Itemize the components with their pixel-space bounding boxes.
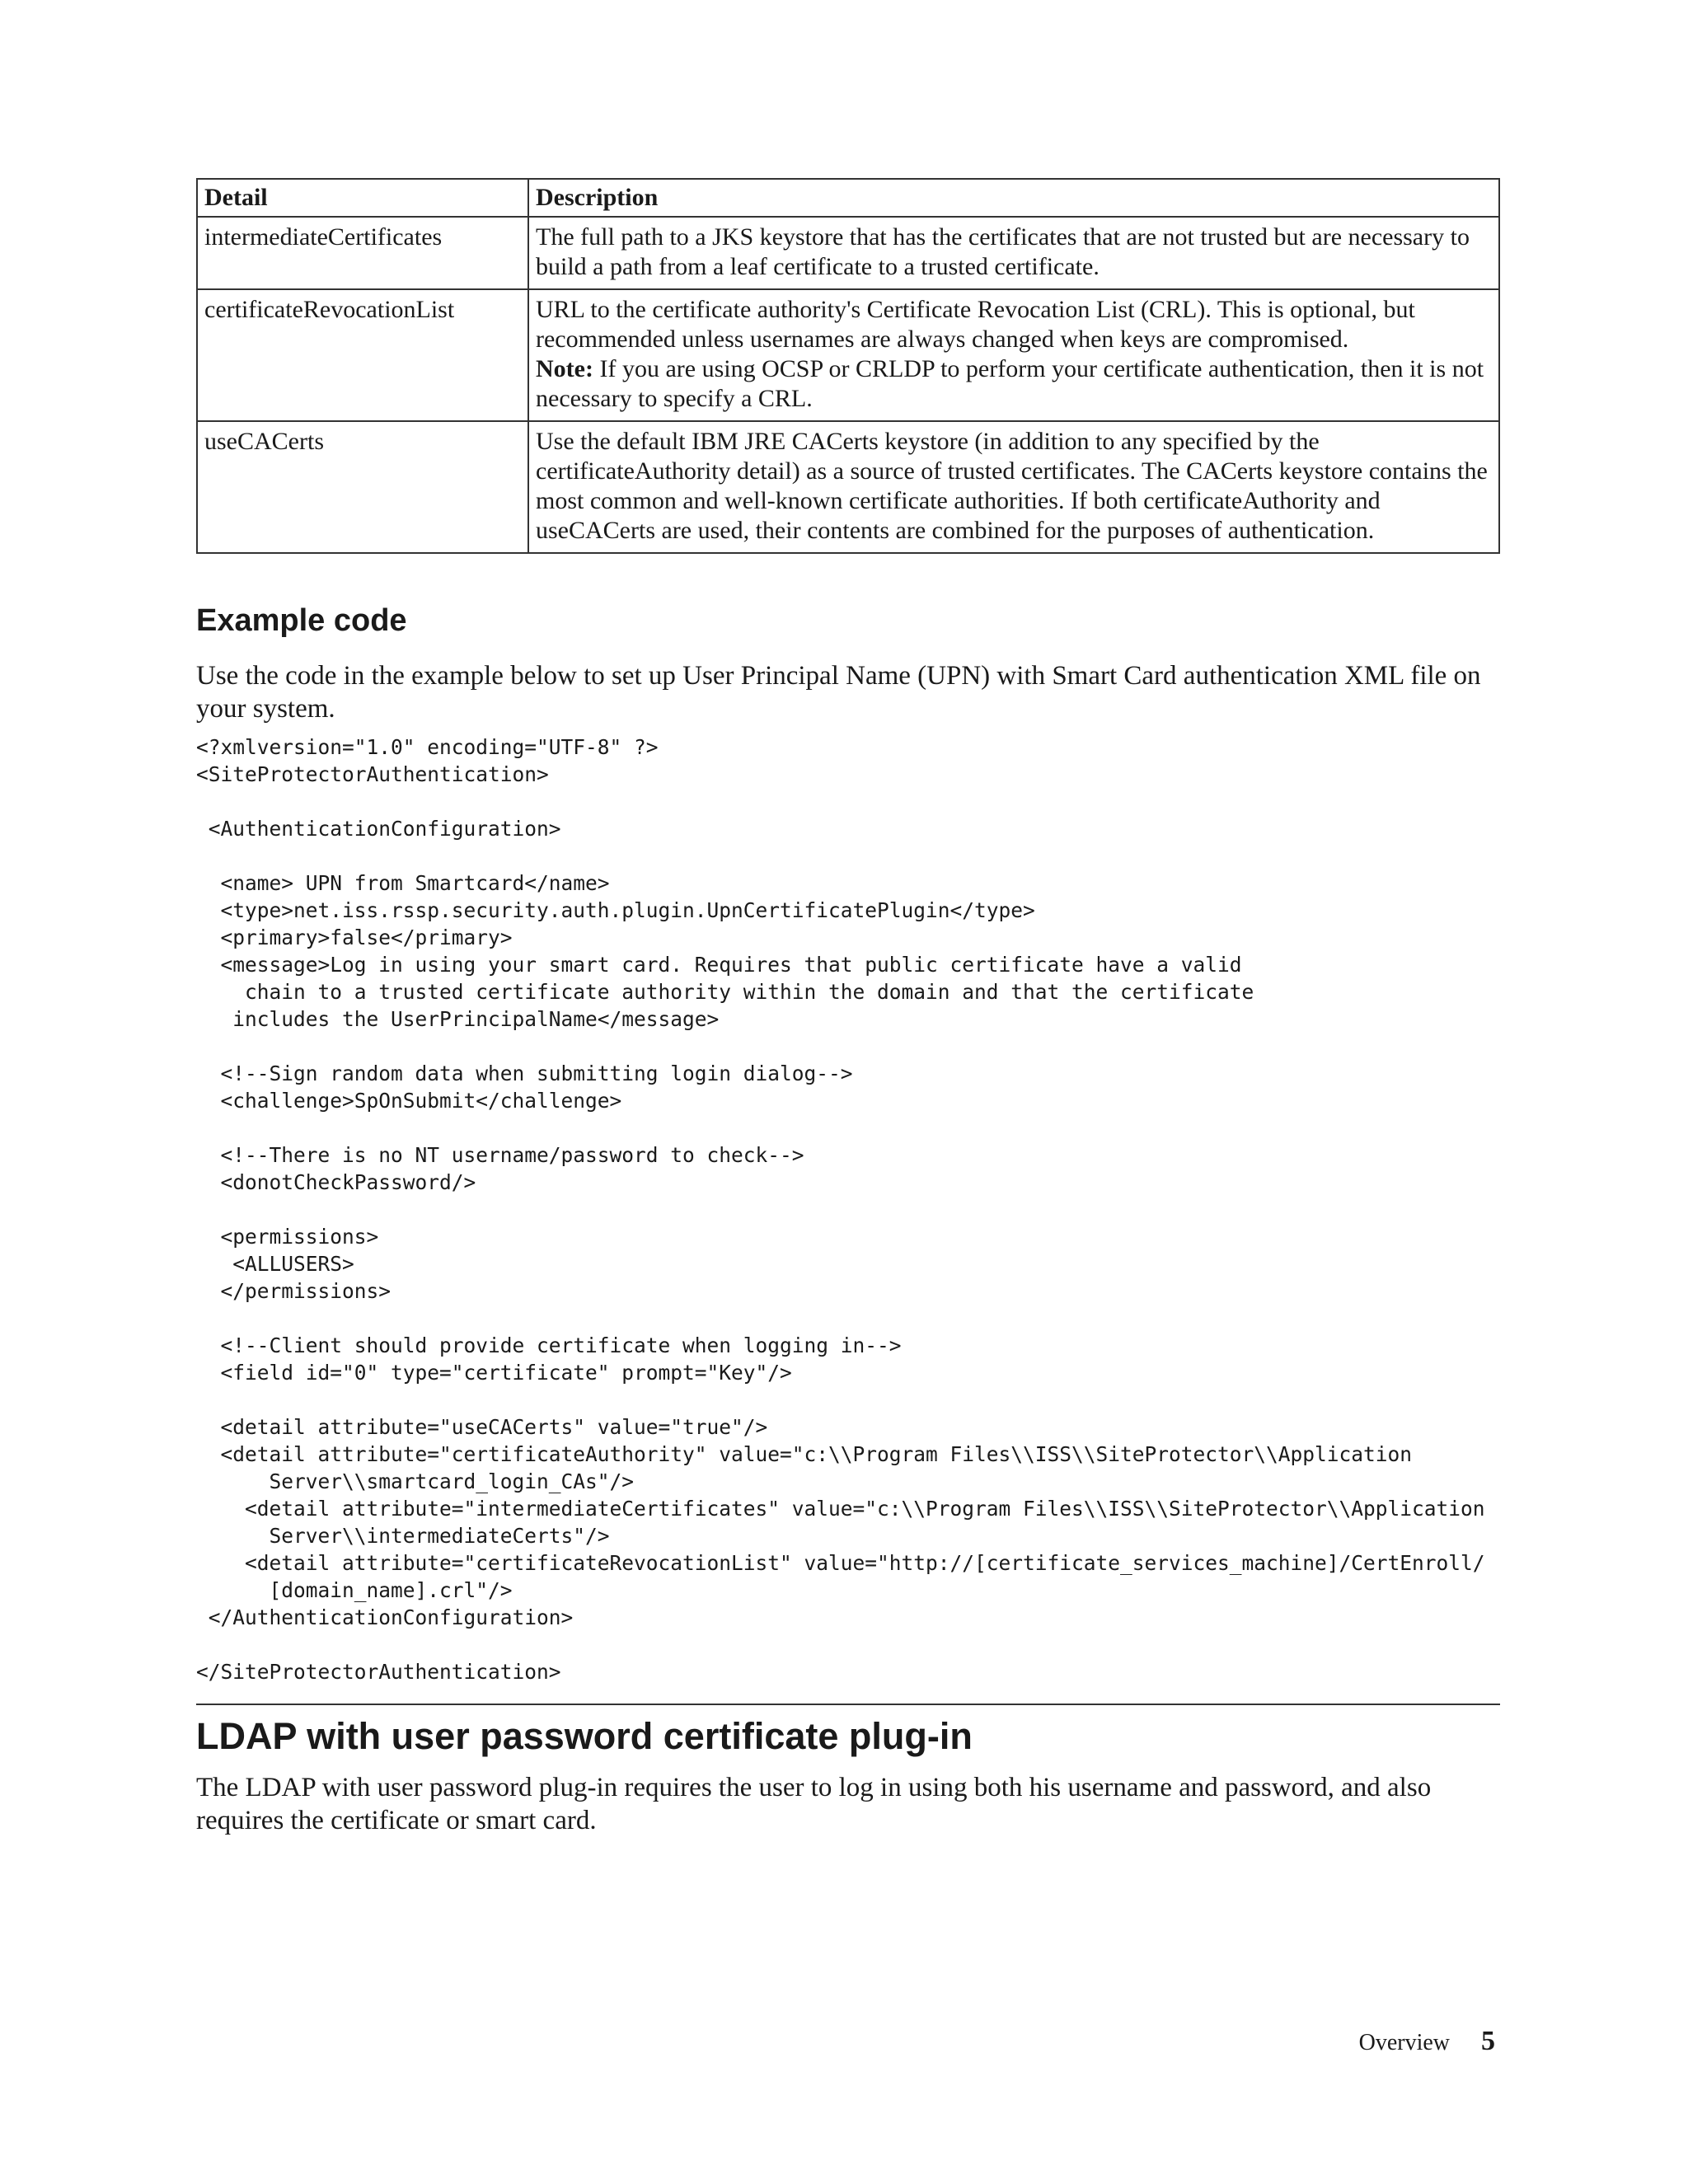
detail-table [196,178,1500,554]
detail-cell: certificateRevocationList [197,289,528,421]
description-text: URL to the certificate authority's Certificate Revocation List (CRL). This is optional, but recommended unless usernames are always changed when keys are compromised. [536,296,1415,353]
page-number: 5 [1481,2026,1495,2056]
column-header-description: Description [528,179,1499,217]
table-row [197,289,1499,421]
example-intro: Use the code in the example below to set up User Principal Name (UPN) with Smart Card authentication XML file on your system. [196,661,1481,724]
column-header-detail: Detail [197,179,528,217]
example-code-heading: Example code [196,603,407,638]
ldap-body-text: The LDAP with user password plug-in requires the user to log in using both his username and password, and also requires the certificate or smart card. [196,1773,1432,1835]
footer-section-label: Overview [1358,2030,1450,2055]
description-cell [528,289,1499,421]
ldap-section-heading: LDAP with user password certificate plug-in [196,1715,973,1757]
table-row [197,217,1499,289]
description-cell: The full path to a JKS keystore that has the certificates that are not trusted but are necessary to build a path from a leaf certificate to a trusted certificate. [528,217,1499,289]
description-cell: Use the default IBM JRE CACerts keystore (in addition to any specified by the certificateAuthority detail) as a source of trusted certificates. The CACerts keystore contains the most common and well-known certificate authorities. If both certificateAuthority and useCACerts are used, their contents are combined for the purposes of authentication. [528,421,1499,553]
detail-cell: useCACerts [197,421,528,553]
xml-code-example: <?xmlversion="1.0" encoding="UTF-8" ?> <SiteProtectorAuthentication> <AuthenticationConfiguration> <name> UPN from Smartcard</name> <type>net.iss.rssp.security.auth.plugin.UpnCertificatePlugin</type> <primary>false</primary> <message>Log in using your smart card. Requires that public certificate have a valid chain to a trusted certificate authority within the domain and that the certificate includes the UserPrincipalName</message> <!--Sign random data when submitting login dialog--> <challenge>SpOnSubmit</challenge> <!--There is no NT username/password to check--> <donotCheckPassword/> <permissions> <ALLUSERS> </permissions> <!--Client should provide certificate when logging in--> <field id="0" type="certificate" prompt="Key"/> <detail attribute="useCACerts" value="true"/> <detail attribute="certificateAuthority" value="c:\\Program Files\\ISS\\SiteProtector\\Application Server\\smartcard_login_CAs"/> <detail attribute="intermediateCertificates" value="c:\\Program Files\\ISS\\SiteProtector\\Application Server\\intermediateCerts"/> <detail attribute="certificateRevocationList" value="http://[certificate_services_machine]/CertEnroll/ [domain_name].crl"/> </AuthenticationConfiguration> </SiteProtectorAuthentication> [196,735,1485,1684]
note-text: If you are using OCSP or CRLDP to perform your certificate authentication, then it is not necessary to specify a CRL. [536,355,1484,412]
table-row [197,421,1499,553]
detail-cell: intermediateCertificates [197,217,528,289]
note-label: Note: [536,355,593,382]
table-header-row [197,179,1499,217]
page-content [196,178,1500,1837]
section-divider [196,1704,1500,1705]
page-footer [1359,2026,1495,2057]
